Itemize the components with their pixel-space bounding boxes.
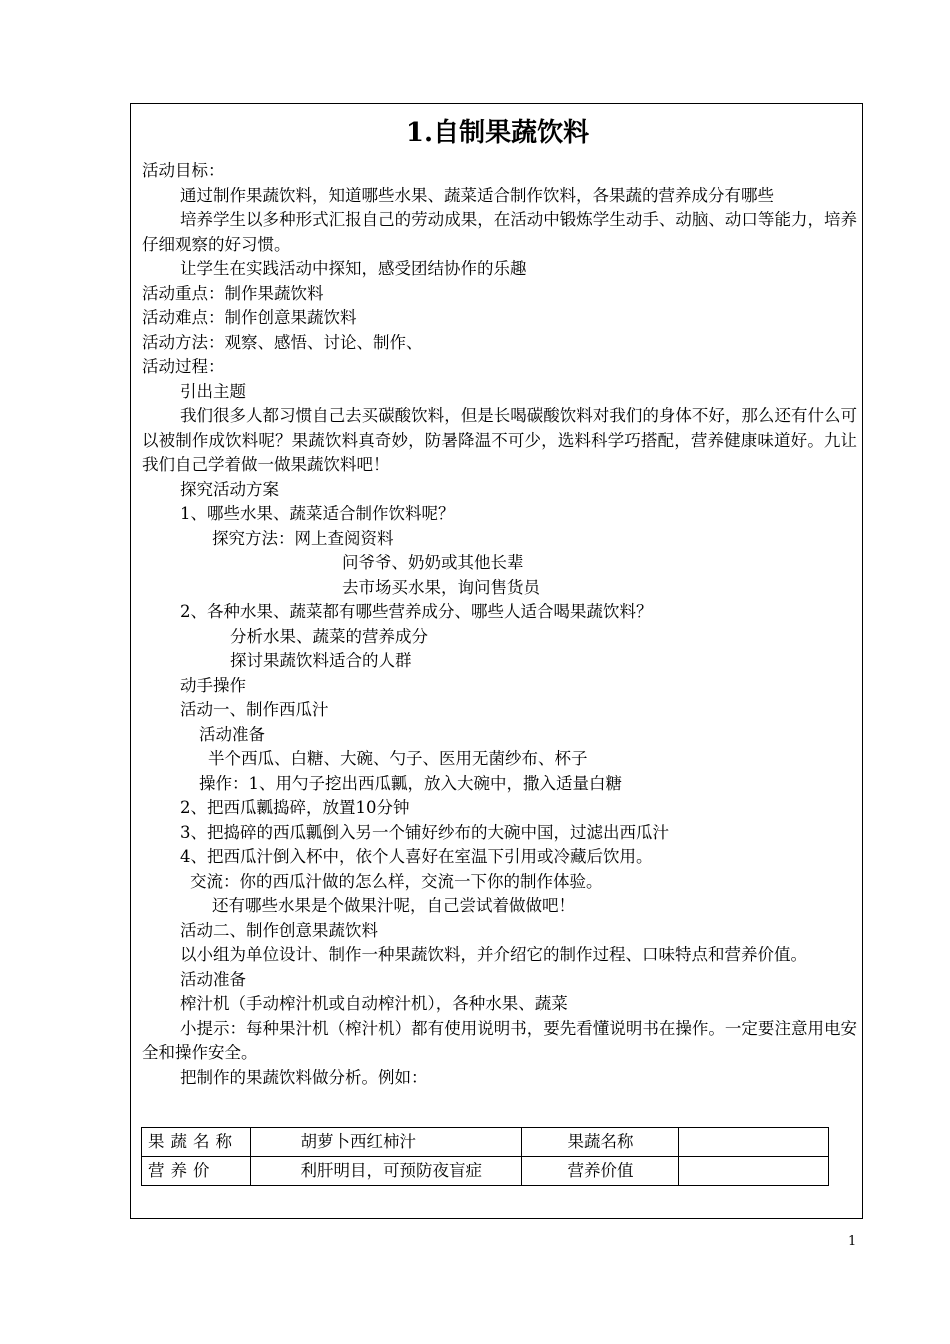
text-line: 还有哪些水果是个做果汁呢，自己尝试着做做吧！ [212, 896, 575, 915]
table-row [142, 1157, 829, 1186]
table-cell: 果蔬名称 [521, 1128, 679, 1157]
page-number: 1 [848, 1234, 857, 1249]
text-line: 活动准备 [180, 969, 246, 989]
text-line: 培养学生以多种形式汇报自己的劳动成果，在活动中锻炼学生动手、动脑、动口等能力，培养仔细观察的好习惯。 [142, 210, 857, 254]
table-cell [679, 1157, 829, 1186]
text-line: 让学生在实践活动中探知，感受团结协作的乐趣 [180, 259, 527, 278]
text-line: 半个西瓜、白糖、大碗、勺子、医用无菌纱布、杯子 [208, 749, 588, 768]
table-cell: 果蔬名称 [142, 1128, 251, 1157]
table-cell: 利肝明目，可预防夜盲症 [250, 1157, 521, 1186]
content-frame [130, 103, 863, 1219]
text-line: 活动一、制作西瓜汁 [180, 700, 329, 719]
text-line: 分析水果、蔬菜的营养成分 [230, 626, 428, 646]
text-line: 2、各种水果、蔬菜都有哪些营养成分、哪些人适合喝果蔬饮料？ [180, 602, 653, 621]
table-cell: 胡萝卜西红柿汁 [250, 1128, 521, 1157]
text-line: 问爷爷、奶奶或其他长辈 [342, 553, 524, 572]
text-line: 探究方法：网上查阅资料 [212, 528, 394, 548]
text-line: 活动目标： [142, 161, 225, 180]
analysis-table [141, 1127, 829, 1186]
table-row [142, 1128, 829, 1157]
text-line: 榨汁机（手动榨汁机或自动榨汁机），各种水果、蔬菜 [180, 994, 568, 1013]
text-line: 引出主题 [180, 381, 246, 401]
text-line: 把制作的果蔬饮料做分析。例如： [180, 1067, 428, 1087]
text-line: 小提示：每种果汁机（榨汁机）都有使用说明书，要先看懂说明书在操作。一定要注意用电安全和操作安全。 [142, 1018, 857, 1062]
text-line: 以小组为单位设计、制作一种果蔬饮料，并介绍它的制作过程、口味特点和营养价值。 [180, 945, 807, 964]
text-line: 1、哪些水果、蔬菜适合制作饮料呢？ [180, 504, 455, 523]
table-cell: 营养价 [142, 1157, 251, 1186]
text-line: 操作：1、用勺子挖出西瓜瓤，放入大碗中，撒入适量白糖 [199, 773, 622, 793]
text-line: 探讨果蔬饮料适合的人群 [230, 651, 412, 670]
text-line: 活动重点：制作果蔬饮料 [142, 283, 324, 303]
text-line: 活动过程： [142, 357, 225, 376]
body-text [142, 159, 857, 1090]
page-title: 1.自制果蔬饮料 [405, 118, 590, 148]
text-line: 活动二、制作创意果蔬饮料 [180, 920, 378, 940]
text-line: 活动方法：观察、感悟、讨论、制作、 [142, 332, 423, 352]
text-line: 活动难点：制作创意果蔬饮料 [142, 308, 357, 327]
text-line: 探究活动方案 [180, 479, 279, 499]
text-line: 活动准备 [199, 724, 265, 744]
table-cell [679, 1128, 829, 1157]
text-line: 3、把捣碎的西瓜瓤倒入另一个铺好纱布的大碗中国，过滤出西瓜汁 [180, 822, 669, 842]
text-line: 通过制作果蔬饮料，知道哪些水果、蔬菜适合制作饮料，各果蔬的营养成分有哪些 [180, 185, 774, 205]
text-line: 去市场买水果，询问售货员 [342, 577, 540, 597]
text-line: 我们很多人都习惯自己去买碳酸饮料，但是长喝碳酸饮料对我们的身体不好，那么还有什么可以被制作成饮料呢？果蔬饮料真奇妙，防暑降温不可少，选料科学巧搭配，营养健康味道好。九让我们自己学着做一做果蔬饮料吧！ [142, 406, 857, 474]
text-line: 动手操作 [180, 675, 246, 695]
text-line: 2、把西瓜瓤捣碎，放置10分钟 [180, 798, 410, 817]
table-cell: 营养价值 [521, 1157, 679, 1186]
text-line: 4、把西瓜汁倒入杯中，依个人喜好在室温下引用或冷藏后饮用。 [180, 847, 653, 866]
text-line: 交流：你的西瓜汁做的怎么样，交流一下你的制作体验。 [190, 871, 603, 891]
